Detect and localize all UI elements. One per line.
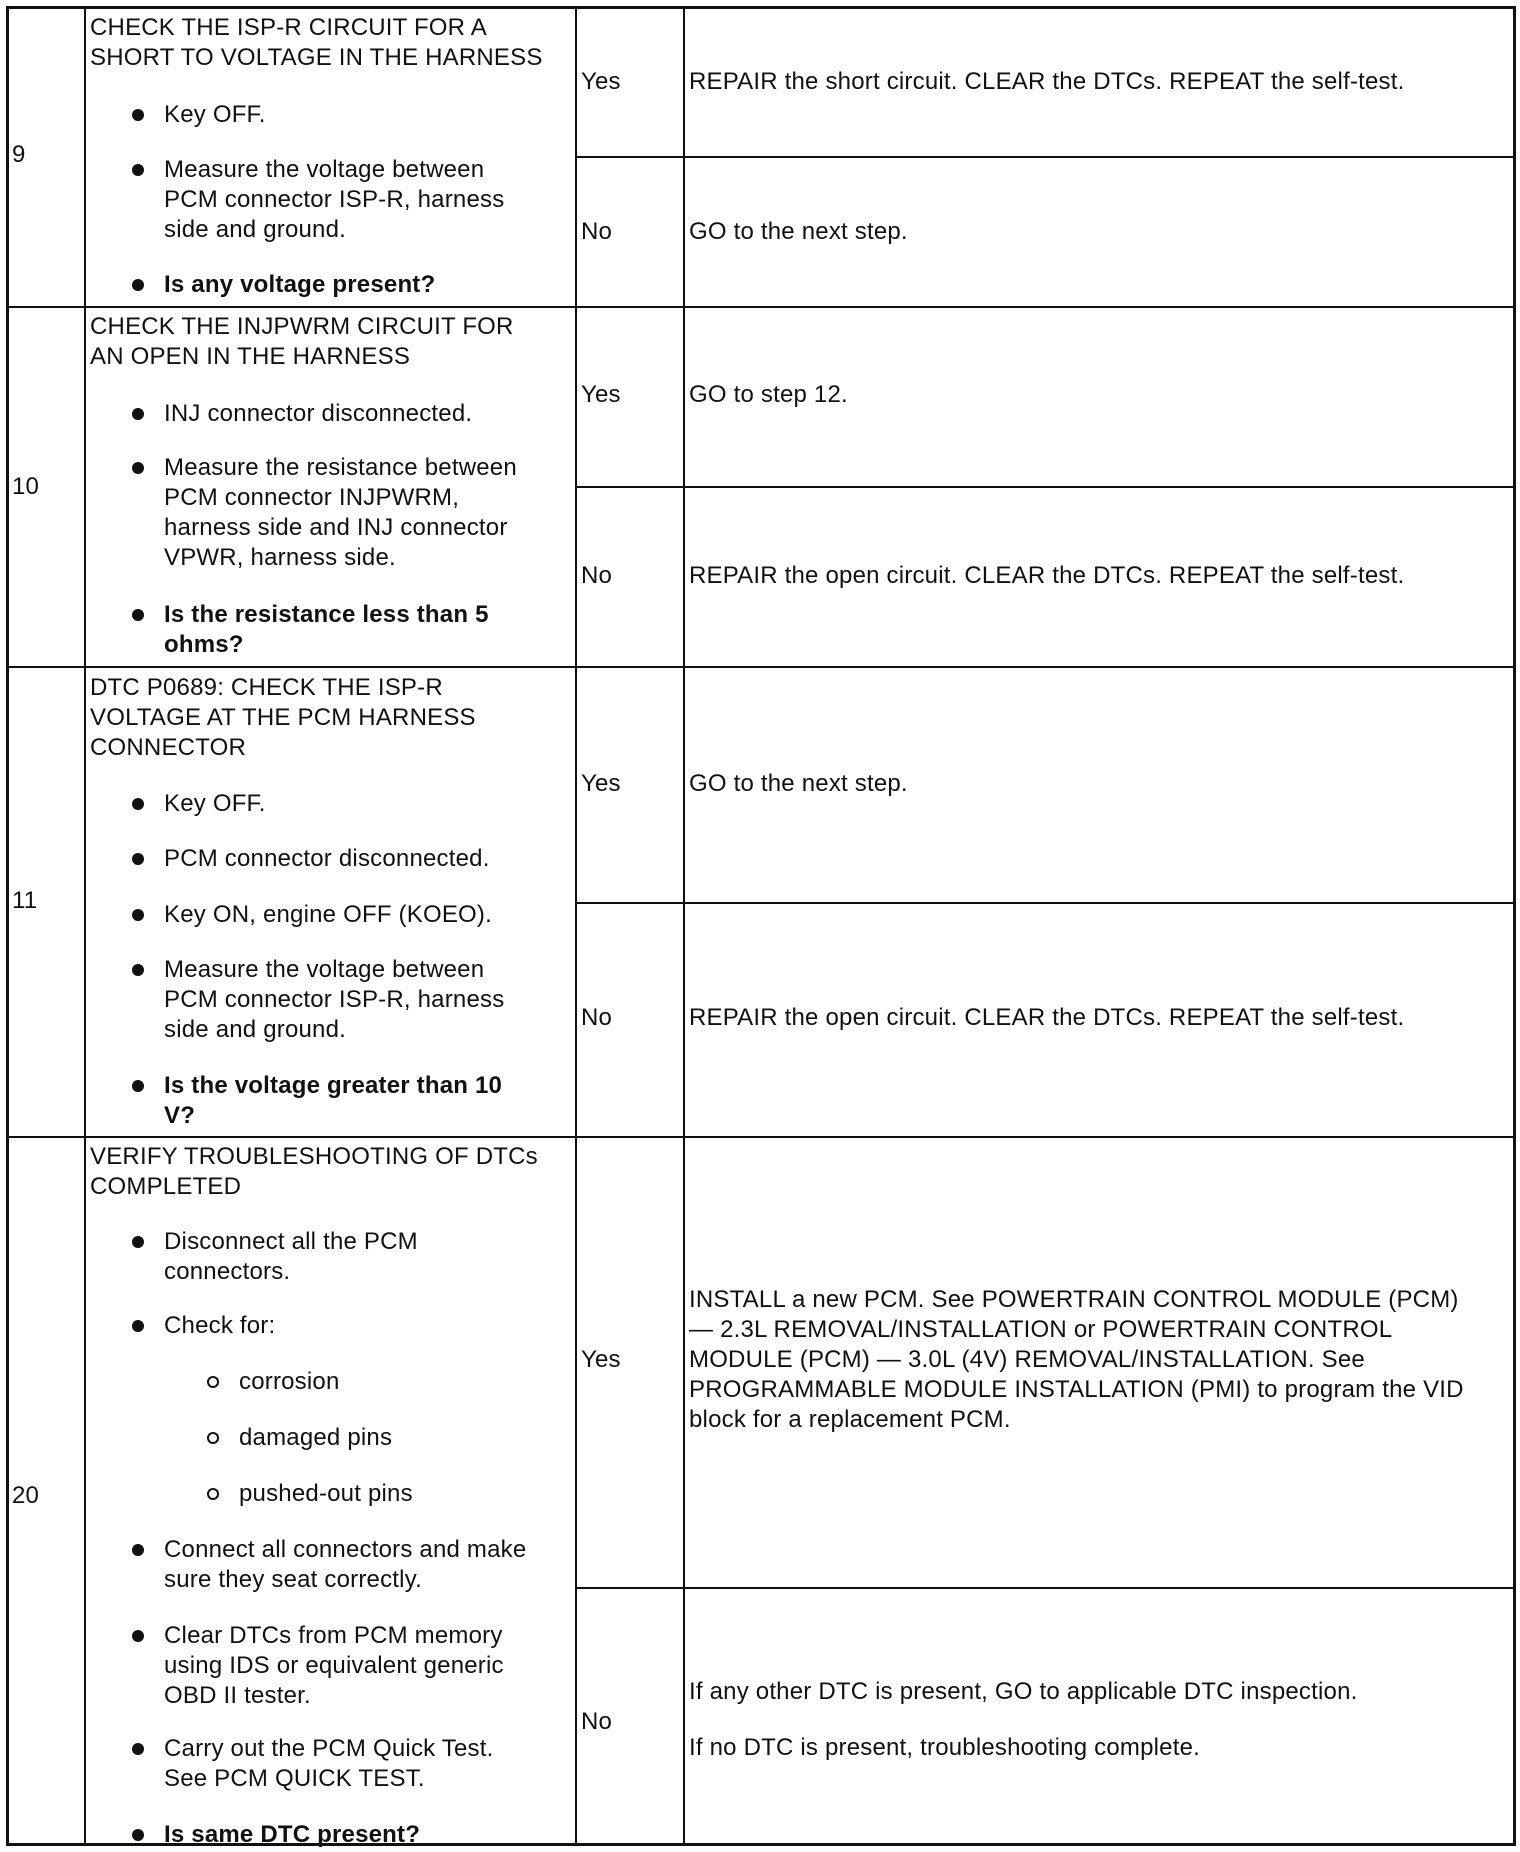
test-instruction: connectors.: [164, 1258, 291, 1285]
bullet-icon: [132, 462, 144, 474]
bullet-icon: [132, 1630, 144, 1642]
test-instruction: Clear DTCs from PCM memory: [164, 1622, 503, 1649]
answer-no: No: [581, 1004, 613, 1031]
result-divider: [575, 1587, 1516, 1589]
hollow-bullet-icon: [207, 1488, 219, 1500]
test-question: ohms?: [164, 631, 244, 658]
action-text: GO to step 12.: [689, 381, 848, 408]
result-divider: [575, 156, 1516, 158]
hollow-bullet-icon: [207, 1376, 219, 1388]
row-divider: [6, 666, 1516, 668]
action-text: GO to the next step.: [689, 218, 908, 245]
test-instruction: Disconnect all the PCM: [164, 1228, 418, 1255]
bullet-icon: [132, 1829, 144, 1841]
test-instruction: PCM connector INJPWRM,: [164, 484, 460, 511]
answer-no: No: [581, 1708, 613, 1735]
bullet-icon: [132, 1320, 144, 1332]
action-text: If any other DTC is present, GO to applicable DTC inspection.: [689, 1678, 1358, 1705]
test-instruction: Check for:: [164, 1312, 276, 1339]
action-text: PROGRAMMABLE MODULE INSTALLATION (PMI) to program the VID: [689, 1376, 1464, 1403]
test-instruction: OBD II tester.: [164, 1682, 311, 1709]
action-text: REPAIR the short circuit. CLEAR the DTCs. REPEAT the self-test.: [689, 68, 1405, 95]
test-instruction: PCM connector disconnected.: [164, 845, 490, 872]
test-instruction: VPWR, harness side.: [164, 544, 396, 571]
test-title: CHECK THE ISP-R CIRCUIT FOR A: [90, 14, 487, 41]
bullet-icon: [132, 798, 144, 810]
bullet-icon: [132, 164, 144, 176]
answer-yes: Yes: [581, 770, 621, 797]
sub-item-text: damaged pins: [239, 1424, 393, 1451]
answer-no: No: [581, 218, 613, 245]
test-instruction: Measure the voltage between: [164, 956, 485, 983]
action-text: MODULE (PCM) — 3.0L (4V) REMOVAL/INSTALLATION. See: [689, 1346, 1365, 1373]
test-title: COMPLETED: [90, 1173, 242, 1200]
bullet-icon: [132, 1236, 144, 1248]
bullet-icon: [132, 1080, 144, 1092]
action-text: — 2.3L REMOVAL/INSTALLATION or POWERTRAIN CONTROL: [689, 1316, 1393, 1343]
action-text: If no DTC is present, troubleshooting complete.: [689, 1734, 1200, 1761]
step-number: 9: [12, 141, 26, 168]
test-instruction: Key OFF.: [164, 790, 266, 817]
test-instruction: See PCM QUICK TEST.: [164, 1765, 425, 1792]
step-number: 11: [12, 887, 38, 914]
test-title: AN OPEN IN THE HARNESS: [90, 343, 411, 370]
test-question: V?: [164, 1102, 196, 1129]
result-divider: [575, 486, 1516, 488]
action-text: REPAIR the open circuit. CLEAR the DTCs. REPEAT the self-test.: [689, 562, 1405, 589]
test-instruction: side and ground.: [164, 1016, 347, 1043]
sub-item-text: pushed-out pins: [239, 1480, 413, 1507]
step-number: 20: [12, 1482, 40, 1509]
bullet-icon: [132, 279, 144, 291]
bullet-icon: [132, 109, 144, 121]
test-instruction: Carry out the PCM Quick Test.: [164, 1735, 494, 1762]
step-number: 10: [12, 473, 40, 500]
test-instruction: PCM connector ISP-R, harness: [164, 186, 505, 213]
test-title: VERIFY TROUBLESHOOTING OF DTCs: [90, 1143, 538, 1170]
test-instruction: using IDS or equivalent generic: [164, 1652, 504, 1679]
test-instruction: side and ground.: [164, 216, 347, 243]
test-instruction: sure they seat correctly.: [164, 1566, 422, 1593]
test-question: Is any voltage present?: [164, 271, 436, 298]
test-title: CONNECTOR: [90, 734, 247, 761]
test-instruction: Key OFF.: [164, 101, 266, 128]
test-instruction: Connect all connectors and make: [164, 1536, 527, 1563]
action-text: INSTALL a new PCM. See POWERTRAIN CONTROL MODULE (PCM): [689, 1286, 1459, 1313]
bullet-icon: [132, 1743, 144, 1755]
test-instruction: harness side and INJ connector: [164, 514, 508, 541]
row-divider: [6, 306, 1516, 308]
answer-yes: Yes: [581, 1346, 621, 1373]
test-question: Is the voltage greater than 10: [164, 1072, 503, 1099]
answer-no: No: [581, 562, 613, 589]
test-title: DTC P0689: CHECK THE ISP-R: [90, 674, 443, 701]
bullet-icon: [132, 909, 144, 921]
bullet-icon: [132, 1544, 144, 1556]
col-divider-step: [84, 6, 86, 1846]
bullet-icon: [132, 964, 144, 976]
bullet-icon: [132, 853, 144, 865]
action-text: GO to the next step.: [689, 770, 908, 797]
sub-item-text: corrosion: [239, 1368, 340, 1395]
answer-yes: Yes: [581, 68, 621, 95]
bullet-icon: [132, 609, 144, 621]
test-title: CHECK THE INJPWRM CIRCUIT FOR: [90, 313, 514, 340]
test-instruction: INJ connector disconnected.: [164, 400, 473, 427]
hollow-bullet-icon: [207, 1432, 219, 1444]
test-question: Is same DTC present?: [164, 1821, 421, 1848]
bullet-icon: [132, 408, 144, 420]
action-text: block for a replacement PCM.: [689, 1406, 1011, 1433]
col-divider-test: [575, 6, 577, 1846]
answer-yes: Yes: [581, 381, 621, 408]
test-title: SHORT TO VOLTAGE IN THE HARNESS: [90, 44, 543, 71]
col-divider-answer: [683, 6, 685, 1846]
test-instruction: Measure the resistance between: [164, 454, 517, 481]
test-question: Is the resistance less than 5: [164, 601, 489, 628]
test-instruction: Key ON, engine OFF (KOEO).: [164, 901, 492, 928]
test-title: VOLTAGE AT THE PCM HARNESS: [90, 704, 476, 731]
test-instruction: PCM connector ISP-R, harness: [164, 986, 505, 1013]
result-divider: [575, 902, 1516, 904]
test-instruction: Measure the voltage between: [164, 156, 485, 183]
action-text: REPAIR the open circuit. CLEAR the DTCs. REPEAT the self-test.: [689, 1004, 1405, 1031]
row-divider: [6, 1136, 1516, 1138]
